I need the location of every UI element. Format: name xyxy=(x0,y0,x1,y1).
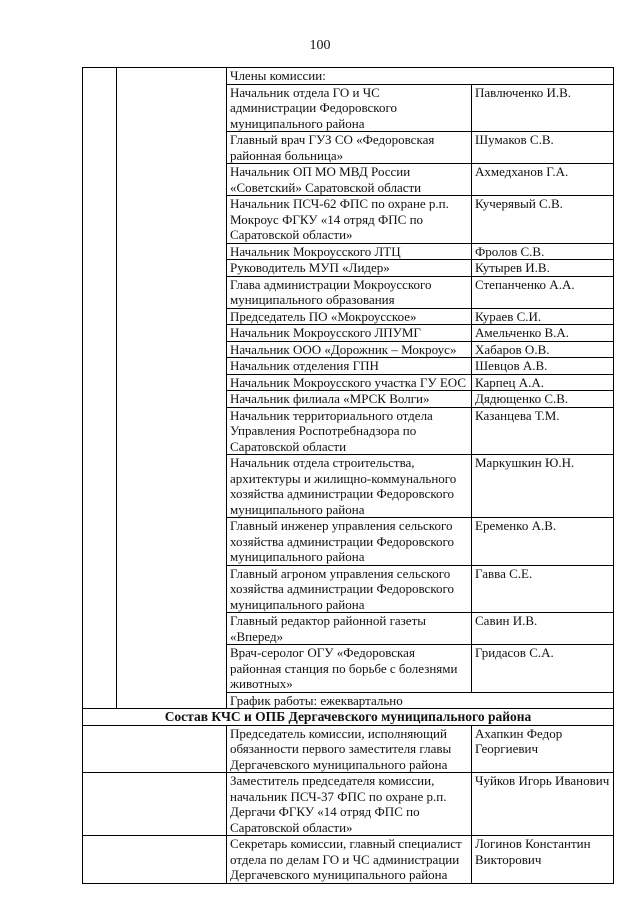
member-name: Шумаков С.В. xyxy=(472,132,614,164)
section-member-position: Председатель комиссии, исполняющий обязанности первого заместителя главы Дергачевского муниципального района xyxy=(227,725,472,773)
member-position: Начальник Мокроусского ЛПУМГ xyxy=(227,325,472,342)
member-position: Главный инженер управления сельского хозяйства администрации Федоровского муниципального района xyxy=(227,518,472,566)
member-position: Председатель ПО «Мокроусское» xyxy=(227,308,472,325)
member-name: Кураев С.И. xyxy=(472,308,614,325)
section-member-name: Чуйков Игорь Иванович xyxy=(472,773,614,836)
member-position: Начальник отдела строительства, архитектуры и жилищно-коммунального хозяйства администрации Федоровского муниципального района xyxy=(227,455,472,518)
schedule-text: График работы: ежеквартально xyxy=(227,692,614,709)
member-name: Маркушкин Ю.Н. xyxy=(472,455,614,518)
member-position: Начальник ООО «Дорожник – Мокроус» xyxy=(227,341,472,358)
member-position: Глава администрации Мокроусского муниципального образования xyxy=(227,276,472,308)
section-member-row xyxy=(83,836,614,884)
event-column xyxy=(117,68,227,709)
member-position: Начальник отделения ГПН xyxy=(227,358,472,375)
section-title: Состав КЧС и ОПБ Дергачевского муниципального района xyxy=(83,709,614,726)
member-name: Кучерявый С.В. xyxy=(472,196,614,244)
member-position: Начальник ОП МО МВД России «Советский» Саратовской области xyxy=(227,164,472,196)
member-position: Начальник филиала «МРСК Волги» xyxy=(227,391,472,408)
member-position: Руководитель МУП «Лидер» xyxy=(227,260,472,277)
empty-cell xyxy=(83,773,227,836)
member-name: Фролов С.В. xyxy=(472,243,614,260)
empty-cell xyxy=(83,725,227,773)
member-position: Главный редактор районной газеты «Вперед» xyxy=(227,613,472,645)
member-position: Главный агроном управления сельского хозяйства администрации Федоровского муниципального района xyxy=(227,565,472,613)
number-column xyxy=(83,68,117,709)
member-name: Дядющенко С.В. xyxy=(472,391,614,408)
commission-table xyxy=(82,67,614,884)
member-name: Гавва С.Е. xyxy=(472,565,614,613)
section-member-row xyxy=(83,725,614,773)
member-name: Казанцева Т.М. xyxy=(472,407,614,455)
section-member-position: Заместитель председателя комиссии, начальник ПСЧ-37 ФПС по охране р.п. Дергачи ФГКУ «14 отряд ФПС по Саратовской области» xyxy=(227,773,472,836)
member-position: Начальник Мокроусского ЛТЦ xyxy=(227,243,472,260)
empty-cell xyxy=(83,836,227,884)
member-name: Кутырев И.В. xyxy=(472,260,614,277)
section-member-name: Ахапкин Федор Георгиевич xyxy=(472,725,614,773)
member-position: Начальник территориального отдела Управления Роспотребнадзора по Саратовской области xyxy=(227,407,472,455)
member-position: Начальник ПСЧ-62 ФПС по охране р.п. Мокроус ФГКУ «14 отряд ФПС по Саратовской области» xyxy=(227,196,472,244)
member-name: Степанченко А.А. xyxy=(472,276,614,308)
section-member-position: Секретарь комиссии, главный специалист отдела по делам ГО и ЧС администрации Дергачевского муниципального района xyxy=(227,836,472,884)
member-name: Савин И.В. xyxy=(472,613,614,645)
member-name: Хабаров О.В. xyxy=(472,341,614,358)
member-name: Гридасов С.А. xyxy=(472,645,614,693)
section-member-name: Логинов Константин Викторович xyxy=(472,836,614,884)
member-name: Карпец А.А. xyxy=(472,374,614,391)
member-position: Начальник Мокроусского участка ГУ ЕОС xyxy=(227,374,472,391)
member-name: Павлюченко И.В. xyxy=(472,84,614,132)
section-heading-row xyxy=(83,709,614,726)
members-heading: Члены комиссии: xyxy=(227,68,614,85)
member-name: Ахмедханов Г.А. xyxy=(472,164,614,196)
member-position: Начальник отдела ГО и ЧС администрации Федоровского муниципального района xyxy=(227,84,472,132)
member-position: Врач-серолог ОГУ «Федоровская районная станция по борьбе с болезнями животных» xyxy=(227,645,472,693)
member-name: Шевцов А.В. xyxy=(472,358,614,375)
member-name: Еременко А.В. xyxy=(472,518,614,566)
members-heading-row xyxy=(83,68,614,85)
member-position: Главный врач ГУЗ СО «Федоровская районная больница» xyxy=(227,132,472,164)
section-member-row xyxy=(83,773,614,836)
member-name: Амельченко В.А. xyxy=(472,325,614,342)
page-number: 100 xyxy=(309,38,331,53)
